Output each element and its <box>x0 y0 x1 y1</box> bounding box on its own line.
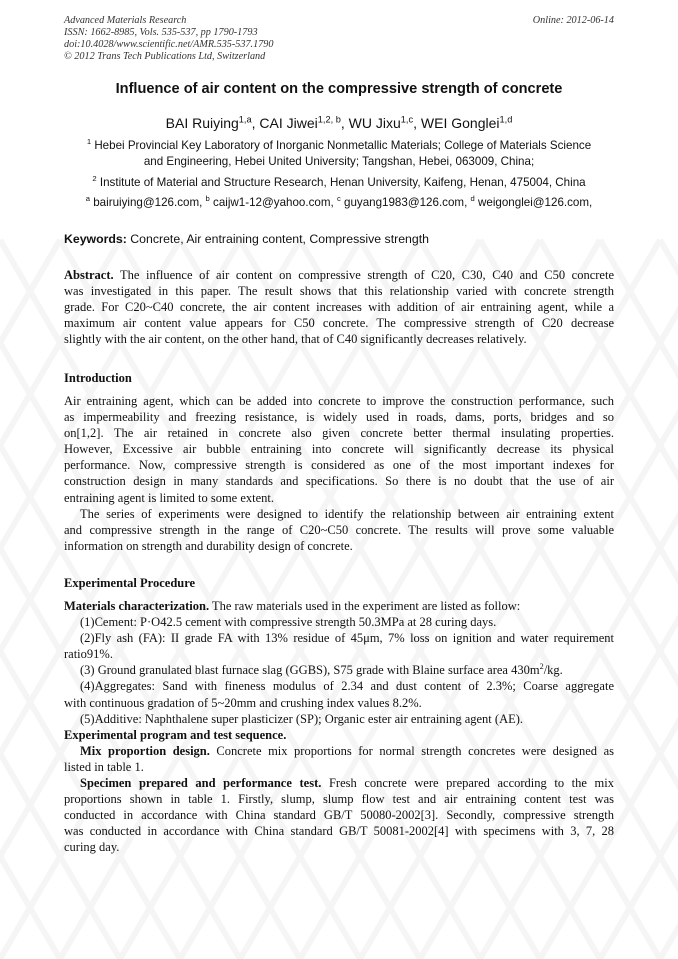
introduction-paragraph-1 <box>64 393 614 554</box>
author-affiliation-mark: 1,2, b <box>317 114 341 125</box>
paper-title: Influence of air content on the compressive strength of concrete <box>115 81 563 97</box>
abstract-text: The influence of air content on compressive strength of C20, C30, C40 and C50 concrete <box>113 268 614 282</box>
experimental-section <box>64 598 614 856</box>
text-line: ratio91%. <box>64 647 113 662</box>
author-name: WEI Gonglei <box>420 115 500 131</box>
online-date: Online: 2012-06-14 <box>532 15 614 26</box>
text-line: proportions shown in table 1. Firstly, slump, slump flow test and air entraining content test was <box>64 792 614 807</box>
specimen-label: Specimen prepared and performance test. <box>80 776 322 791</box>
email-address: guyang1983@126.com, <box>344 196 471 209</box>
copyright-line: © 2012 Trans Tech Publications Ltd, Switzerland <box>64 51 266 62</box>
introduction-heading: Introduction <box>64 371 132 385</box>
abstract-line: grade. For C20~C40 concrete, the air content increases with addition of air entraining agent, while a <box>64 300 614 315</box>
affiliation-2 <box>0 175 678 191</box>
abstract-label: Abstract. <box>64 268 114 282</box>
text-line: and compressive strength in the range of C20~C50 concrete. The results will prove some valuable <box>64 522 614 537</box>
text-line: construction design in many standards and specifications. So there is no doubt that the use of air <box>64 474 614 489</box>
material-item: (5)Additive: Naphthalene super plasticizer (SP); Organic ester air entraining agent (AE). <box>80 711 524 726</box>
text-line: was conducted in accordance with China standard GB/T 50081-2002[4] with specimens with 3, 7, 28 <box>64 824 614 839</box>
material-text: /kg. <box>543 663 563 678</box>
text-line: curing day. <box>64 840 120 855</box>
affiliation-1-line2: and Engineering, Hebei United University; Tangshan, Hebei, 063009, China; <box>143 155 535 168</box>
abstract-line: was investigated in this paper. The result shows that this relationship varied with concrete strength <box>64 284 614 299</box>
program-heading: Experimental program and test sequence. <box>64 727 287 742</box>
text-line: entraining agent is limited to some extent. <box>64 490 275 505</box>
material-item <box>64 662 614 678</box>
author-affiliation-mark: 1,c <box>400 114 414 125</box>
affiliation-text: Institute of Material and Structure Research, Henan University, Kaifeng, Henan, 475004, China <box>99 176 586 189</box>
text-line <box>64 775 614 791</box>
text-line: with continuous gradation of 5~20mm and crushing index values 8.2%. <box>64 695 422 710</box>
text-line: information on strength and durability design of concrete. <box>64 538 353 553</box>
abstract-line <box>64 267 614 283</box>
affiliation-text: Hebei Provincial Key Laboratory of Inorganic Nonmetallic Materials; College of Materials Science <box>94 139 592 152</box>
material-text: (3) Ground granulated blast furnace slag (GGBS), S75 grade with Blaine surface area 430m <box>80 663 540 678</box>
author-name: CAI Jiwei <box>259 115 318 131</box>
text-line: conducted in accordance with China standard GB/T 50080-2002[3]. Secondly, compressive strength <box>64 808 614 823</box>
author-name: BAI Ruiying <box>165 115 239 131</box>
materials-label: Materials characterization. <box>64 599 210 613</box>
text-line: However, Excessive air bubble entraining into concrete will significantly decrease its physical <box>64 442 614 457</box>
journal-name: Advanced Materials Research <box>64 15 187 26</box>
affiliation-1-line1 <box>0 138 678 154</box>
material-item: (1)Cement: P·O42.5 cement with compressive strength 50.3MPa at 28 curing days. <box>80 615 497 630</box>
author-separator: , <box>413 115 421 131</box>
text-line: performance. Now, compressive strength is considered as one of the most important indexes for <box>64 458 614 473</box>
email-list <box>0 196 678 209</box>
issn-line: ISSN: 1662-8985, Vols. 535-537, pp 1790-1793 <box>64 27 258 38</box>
author-separator: , <box>251 115 260 131</box>
text-line: as impermeability and freezing resistance, is widely used in roads, dams, ports, bridges and so <box>64 410 614 425</box>
keywords-label: Keywords: <box>64 232 127 246</box>
text-line <box>64 598 614 614</box>
experimental-heading: Experimental Procedure <box>64 576 196 590</box>
text-line <box>64 743 614 759</box>
text-line: on[1,2]. The air retained in concrete also given concrete better thermal insulating properties. <box>64 426 614 441</box>
text-line: Air entraining agent, which can be added into concrete to improve the construction performance, such <box>64 394 614 408</box>
material-item: (4)Aggregates: Sand with fineness modulus of 2.34 and dust content of 2.3%; Coarse aggregate <box>80 679 614 694</box>
doi-line: doi:10.4028/www.scientific.net/AMR.535-537.1790 <box>64 39 274 50</box>
email-address: caijw1-12@yahoo.com, <box>213 196 337 209</box>
abstract-line: slightly with the air content, on the other hand, that of C40 significantly decreases relatively. <box>64 332 527 347</box>
abstract-line: maximum air content value appears for C50 concrete. The compressive strength of C20 decrease <box>64 316 614 331</box>
author-separator: , <box>340 115 349 131</box>
email-address: weigonglei@126.com, <box>478 196 593 209</box>
keywords <box>64 232 429 246</box>
materials-text: The raw materials used in the experiment are listed as follow: <box>209 599 521 613</box>
mix-label: Mix proportion design. <box>80 743 210 758</box>
specimen-text: Fresh concrete were prepared according to the mix <box>321 776 614 791</box>
affiliation-mark: 1 <box>86 137 92 147</box>
email-mark: d <box>470 194 475 204</box>
author-name: WU Jixu <box>348 115 401 131</box>
abstract <box>64 267 614 347</box>
mix-text: Concrete mix proportions for normal strength concretes were designed as <box>209 743 615 758</box>
material-item: (2)Fly ash (FA): II grade FA with 13% residue of 45μm, 7% loss on ignition and water requirement <box>80 631 614 646</box>
keywords-text: Concrete, Air entraining content, Compressive strength <box>126 232 429 246</box>
affiliation-mark: 2 <box>92 174 97 184</box>
email-mark: c <box>336 194 341 204</box>
email-mark: b <box>205 194 210 204</box>
author-affiliation-mark: 1,a <box>238 114 252 125</box>
email-address: bairuiying@126.com, <box>93 196 206 209</box>
author-list <box>0 115 678 131</box>
email-mark: a <box>85 194 90 204</box>
author-affiliation-mark: 1,d <box>499 114 513 125</box>
text-line: The series of experiments were designed to identify the relationship between air entraining extent <box>80 506 614 521</box>
unit-superscript: 2 <box>539 662 544 672</box>
text-line: listed in table 1. <box>64 759 144 774</box>
